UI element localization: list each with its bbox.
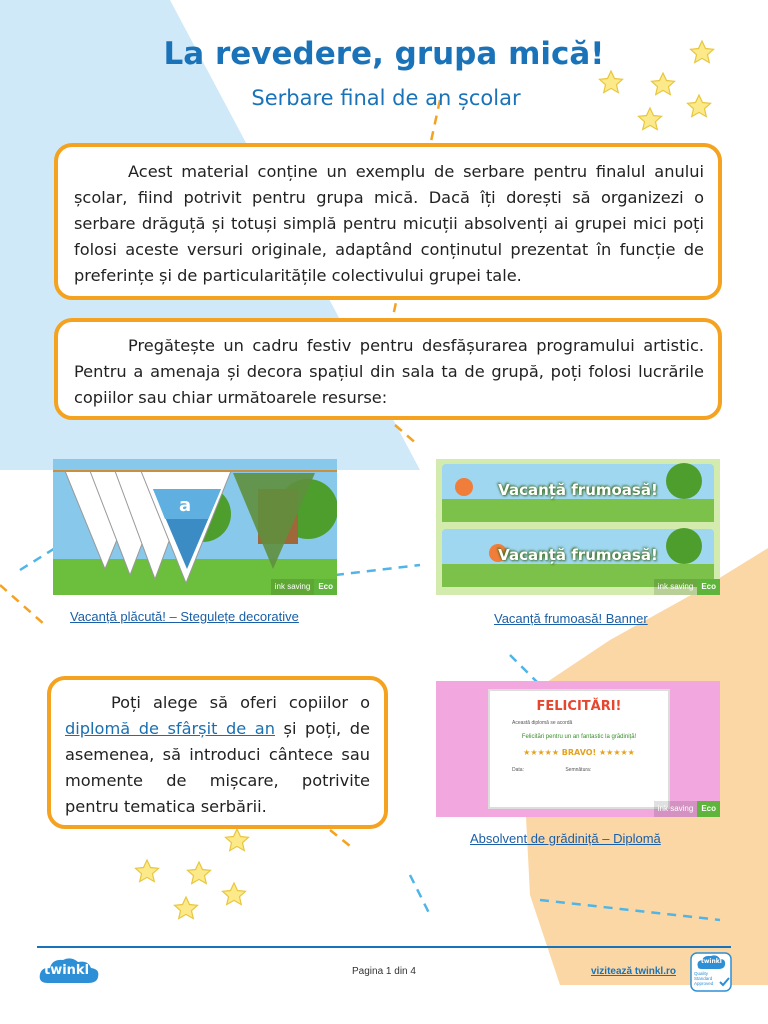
intro-paragraph: Acest material conține un exemplu de serbare pentru finalul anului școlar, fiind potrivit pentru grupa mică. Dacă îți dorești să organizezi o serbare drăguță și totuși simplă pentru micuții absolvenți ai grupei mici poți folosi aceste versuri originale, adaptând conținutul prezentat în funcție de preferințe și de particularitățile colectivului grupei tale. bbox=[74, 162, 704, 285]
banner-text-top: Vacanță frumoasă! bbox=[498, 481, 658, 499]
star-icon bbox=[175, 897, 198, 919]
visit-website-link[interactable]: vizitează twinkl.ro bbox=[590, 966, 676, 977]
star-icon bbox=[639, 108, 662, 130]
diploma-inline-link[interactable]: diplomă de sfârșit de an bbox=[65, 719, 275, 738]
banner-resource-image[interactable] bbox=[436, 459, 720, 595]
bunting-resource-link[interactable]: Vacanță plăcută! – Stegulețe decorative bbox=[70, 609, 299, 624]
eco-badge: ink saving Eco bbox=[271, 579, 337, 595]
star-icon bbox=[223, 883, 246, 905]
dashed-line bbox=[330, 830, 355, 850]
diploma-title: FELICITĂRI! bbox=[536, 699, 622, 714]
eco-badge: ink saving Eco bbox=[654, 801, 720, 817]
footer-divider bbox=[37, 946, 731, 948]
preparation-text-box bbox=[54, 318, 722, 420]
star-icon bbox=[136, 860, 159, 882]
dashed-line bbox=[0, 585, 45, 625]
bunting-letter: a bbox=[179, 495, 192, 516]
preparation-paragraph: Pregătește un cadru festiv pentru desfășurarea programului artistic. Pentru a amenaja și decora spațiul din sala ta de grupă, poți folosi lucrările copiilor sau chiar următoarele resurse: bbox=[74, 336, 704, 407]
twinkl-logo[interactable]: twinkl bbox=[38, 955, 100, 991]
eco-badge: ink saving Eco bbox=[654, 579, 720, 595]
stars-bottom-left bbox=[136, 829, 249, 919]
banner-illustration bbox=[436, 459, 720, 595]
quality-badge: twinkl Quality Standard Approved bbox=[690, 952, 732, 992]
diploma-paragraph: Poți alege să oferi copiilor o diplomă de sfârșit de an și poți, de asemenea, să introduci cântece sau momente de mișcare, potrivite pentru tematica serbării. bbox=[65, 693, 370, 816]
star-icon bbox=[226, 829, 249, 851]
banner-text-bottom: Vacanță frumoasă! bbox=[498, 546, 658, 564]
star-icon bbox=[188, 862, 211, 884]
bunting-illustration bbox=[53, 459, 337, 595]
page-number: Pagina 1 din 4 bbox=[352, 966, 416, 977]
diploma-resource-link[interactable]: Absolvent de grădiniță – Diplomă bbox=[470, 831, 661, 846]
diploma-card: FELICITĂRI! Această diplomă se acordă Felicitări pentru un an fantastic la grădiniță! ★★★★★ BRAVO! ★★★★★ Data: Semnătura: bbox=[488, 689, 670, 809]
dashed-line bbox=[410, 875, 430, 915]
page-subtitle: Serbare final de an școlar bbox=[251, 86, 521, 110]
bunting-resource-image[interactable] bbox=[53, 459, 337, 595]
page-title: La revedere, grupa mică! bbox=[163, 36, 605, 72]
diploma-text-box bbox=[47, 676, 388, 829]
dashed-line bbox=[335, 565, 420, 575]
diploma-resource-image[interactable] bbox=[436, 681, 720, 817]
intro-text-box bbox=[54, 143, 722, 300]
banner-resource-link[interactable]: Vacanță frumoasă! Banner bbox=[494, 611, 648, 626]
